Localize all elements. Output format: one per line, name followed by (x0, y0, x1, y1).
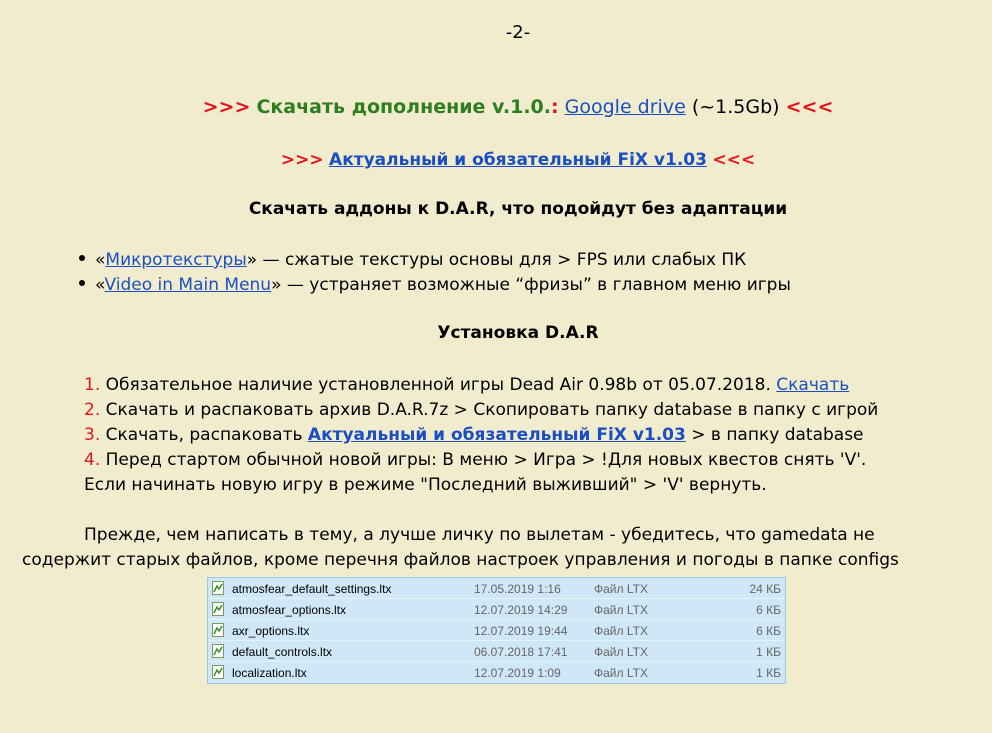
file-name: default_controls.ltx (232, 645, 333, 659)
file-type: Файл LTX (594, 645, 648, 659)
file-date: 12.07.2019 14:29 (474, 603, 568, 617)
file-name: atmosfear_default_settings.ltx (232, 582, 392, 596)
microtextures-link[interactable]: Микротекстуры (105, 250, 247, 270)
step-continuation: Если начинать новую игру в режиме "Последний выживший" > 'V' вернуть. (84, 475, 767, 495)
ltx-file-icon (212, 644, 224, 658)
ltx-file-icon (212, 665, 224, 679)
step-text: Перед стартом обычной новой игры: В меню > Игра > !Для новых квестов снять 'V'. (105, 450, 867, 470)
file-size: 24 КБ (749, 582, 781, 596)
file-size: 1 КБ (756, 666, 781, 680)
file-type: Файл LTX (594, 624, 648, 638)
download-game-link[interactable]: Скачать (776, 375, 850, 395)
addons-heading: Скачать аддоны к D.A.R, что подойдут без адаптации (248, 199, 788, 219)
page-number: -2- (505, 22, 531, 43)
file-row[interactable] (208, 578, 785, 599)
addon-item (79, 250, 746, 270)
file-size: 6 КБ (756, 603, 781, 617)
file-list (207, 577, 786, 684)
download-line (0, 96, 992, 118)
download-arrows-right: <<< (785, 96, 834, 118)
video-main-menu-link[interactable]: Video in Main Menu (104, 275, 272, 295)
file-row[interactable] (208, 620, 785, 641)
file-row[interactable] (208, 662, 785, 683)
file-date: 12.07.2019 19:44 (474, 624, 568, 638)
file-date: 17.05.2019 1:16 (474, 582, 561, 596)
file-type: Файл LTX (594, 582, 648, 596)
addon-prefix: « (95, 275, 105, 295)
ltx-file-icon (212, 602, 224, 616)
step-number: 3. (84, 425, 101, 445)
ltx-file-icon (212, 623, 224, 637)
addon-description: » — сжатые текстуры основы для > FPS или слабых ПК (246, 250, 747, 270)
step-number: 2. (84, 400, 101, 420)
bullet-dot (79, 280, 85, 286)
file-type: Файл LTX (594, 666, 648, 680)
ltx-file-icon (212, 581, 224, 595)
install-step (84, 425, 864, 445)
file-name: axr_options.ltx (232, 624, 310, 638)
step-text: Обязательное наличие установленной игры Dead Air 0.98b от 05.07.2018. (105, 375, 771, 395)
step-number: 1. (84, 375, 101, 395)
file-name: atmosfear_options.ltx (232, 603, 347, 617)
file-size: 6 КБ (756, 624, 781, 638)
file-type: Файл LTX (594, 603, 648, 617)
step-after: > в папку database (691, 425, 864, 445)
file-date: 12.07.2019 1:09 (474, 666, 561, 680)
bullet-dot (79, 255, 85, 261)
install-step (84, 450, 866, 470)
fix-arrows-right: <<< (712, 150, 756, 170)
file-row[interactable] (208, 641, 785, 662)
step-number: 4. (84, 450, 101, 470)
fix-link[interactable]: Актуальный и обязательный FiX v1.03 (329, 150, 707, 170)
fix-line (0, 150, 992, 170)
download-arrows-left: >>> (202, 96, 251, 118)
file-size: 1 КБ (756, 645, 781, 659)
download-label: Скачать дополнение v.1.0. (256, 96, 551, 118)
fix-arrows-left: >>> (280, 150, 324, 170)
addon-item (79, 275, 791, 295)
install-step (84, 375, 849, 395)
install-heading: Установка D.A.R (437, 323, 599, 343)
file-row[interactable] (208, 599, 785, 620)
google-drive-link[interactable]: Google drive (564, 96, 686, 118)
step-fix-link[interactable]: Актуальный и обязательный FiX v1.03 (307, 425, 686, 445)
install-step (84, 400, 878, 420)
step-text: Скачать, распаковать (105, 425, 303, 445)
file-date: 06.07.2018 17:41 (474, 645, 568, 659)
notice-line-2: содержит старых файлов, кроме перечня файлов настроек управления и погоды в папке configs (22, 550, 899, 570)
step-text: Скачать и распаковать архив D.A.R.7z > Скопировать папку database в папку с игрой (105, 400, 879, 420)
notice-line-1: Прежде, чем написать в тему, а лучше личку по вылетам - убедитесь, что gamedata не (84, 525, 875, 545)
download-size: (~1.5Gb) (691, 96, 780, 118)
addon-description: » — устраняет возможные “фризы” в главном меню игры (271, 275, 791, 295)
addon-prefix: « (95, 250, 106, 270)
download-colon: : (550, 96, 559, 118)
file-name: localization.ltx (232, 666, 307, 680)
